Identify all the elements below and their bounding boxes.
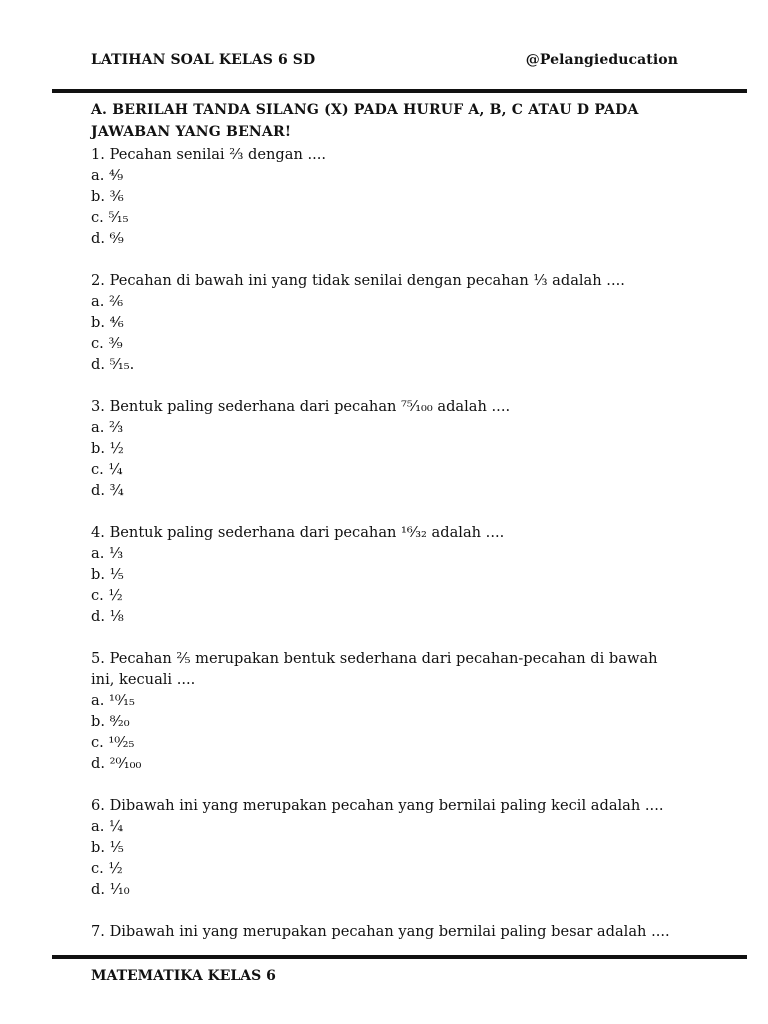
question-5 (91, 648, 691, 774)
option-d: d. ¾ (91, 482, 124, 499)
spacer (91, 627, 691, 648)
question-text-line-1: 5. Pecahan ⅖ merupakan bentuk sederhana dari pecahan-pecahan di bawah (91, 650, 658, 667)
spacer (91, 249, 691, 270)
page-header (91, 52, 678, 74)
option-a: a. ⅓ (91, 545, 124, 562)
option-b: b. ⁴⁄₆ (91, 314, 124, 331)
question-text: 4. Bentuk paling sederhana dari pecahan ¹⁶⁄₃₂ adalah .... (91, 524, 505, 541)
spacer (91, 375, 691, 396)
option-c: c. ½ (91, 860, 123, 877)
option-c: c. ¹⁰⁄₂₅ (91, 734, 135, 751)
option-b: b. ½ (91, 440, 124, 457)
question-text-line-2: ini, kecuali .... (91, 671, 196, 688)
option-c: c. ½ (91, 587, 123, 604)
question-7 (91, 921, 691, 942)
option-a: a. ⁴⁄₉ (91, 167, 124, 184)
option-d: d. ²⁰⁄₁₀₀ (91, 755, 142, 772)
section-title-line-2: JAWABAN YANG BENAR! (91, 124, 292, 140)
question-text: 2. Pecahan di bawah ini yang tidak senilai dengan pecahan ⅓ adalah .... (91, 272, 625, 289)
spacer (91, 501, 691, 522)
spacer (91, 774, 691, 795)
header-rule (52, 89, 747, 93)
question-text: 6. Dibawah ini yang merupakan pecahan yang bernilai paling kecil adalah .... (91, 797, 664, 814)
option-d: d. ⁵⁄₁₅. (91, 356, 135, 373)
option-c: c. ⁵⁄₁₅ (91, 209, 129, 226)
question-1 (91, 144, 691, 249)
option-a: a. ¼ (91, 818, 124, 835)
section-title (91, 99, 691, 143)
option-c: c. ¼ (91, 461, 123, 478)
page-footer: MATEMATIKA KELAS 6 (91, 968, 276, 984)
option-a: a. ²⁄₆ (91, 293, 124, 310)
question-text: 7. Dibawah ini yang merupakan pecahan yang bernilai paling besar adalah .... (91, 923, 670, 940)
question-3 (91, 396, 691, 501)
option-b: b. ⅕ (91, 839, 124, 856)
question-2 (91, 270, 691, 375)
option-b: b. ³⁄₆ (91, 188, 124, 205)
option-d: d. ⅒ (91, 881, 130, 898)
option-a: a. ⅔ (91, 419, 124, 436)
spacer (91, 900, 691, 921)
option-b: b. ⅕ (91, 566, 124, 583)
section-title-line-1: A. BERILAH TANDA SILANG (X) PADA HURUF A, B, C ATAU D PADA (91, 102, 639, 118)
worksheet-body (91, 99, 691, 942)
question-4 (91, 522, 691, 627)
question-text: 3. Bentuk paling sederhana dari pecahan ⁷⁵⁄₁₀₀ adalah .... (91, 398, 511, 415)
question-text: 1. Pecahan senilai ⅔ dengan .... (91, 146, 327, 163)
option-a: a. ¹⁰⁄₁₅ (91, 692, 135, 709)
option-d: d. ⅛ (91, 608, 124, 625)
question-6 (91, 795, 691, 900)
footer-rule (52, 955, 747, 959)
option-b: b. ⁸⁄₂₀ (91, 713, 130, 730)
option-d: d. ⁶⁄₉ (91, 230, 124, 247)
header-title: LATIHAN SOAL KELAS 6 SD (91, 52, 316, 68)
header-handle: @Pelangieducation (525, 52, 678, 68)
option-c: c. ³⁄₉ (91, 335, 123, 352)
